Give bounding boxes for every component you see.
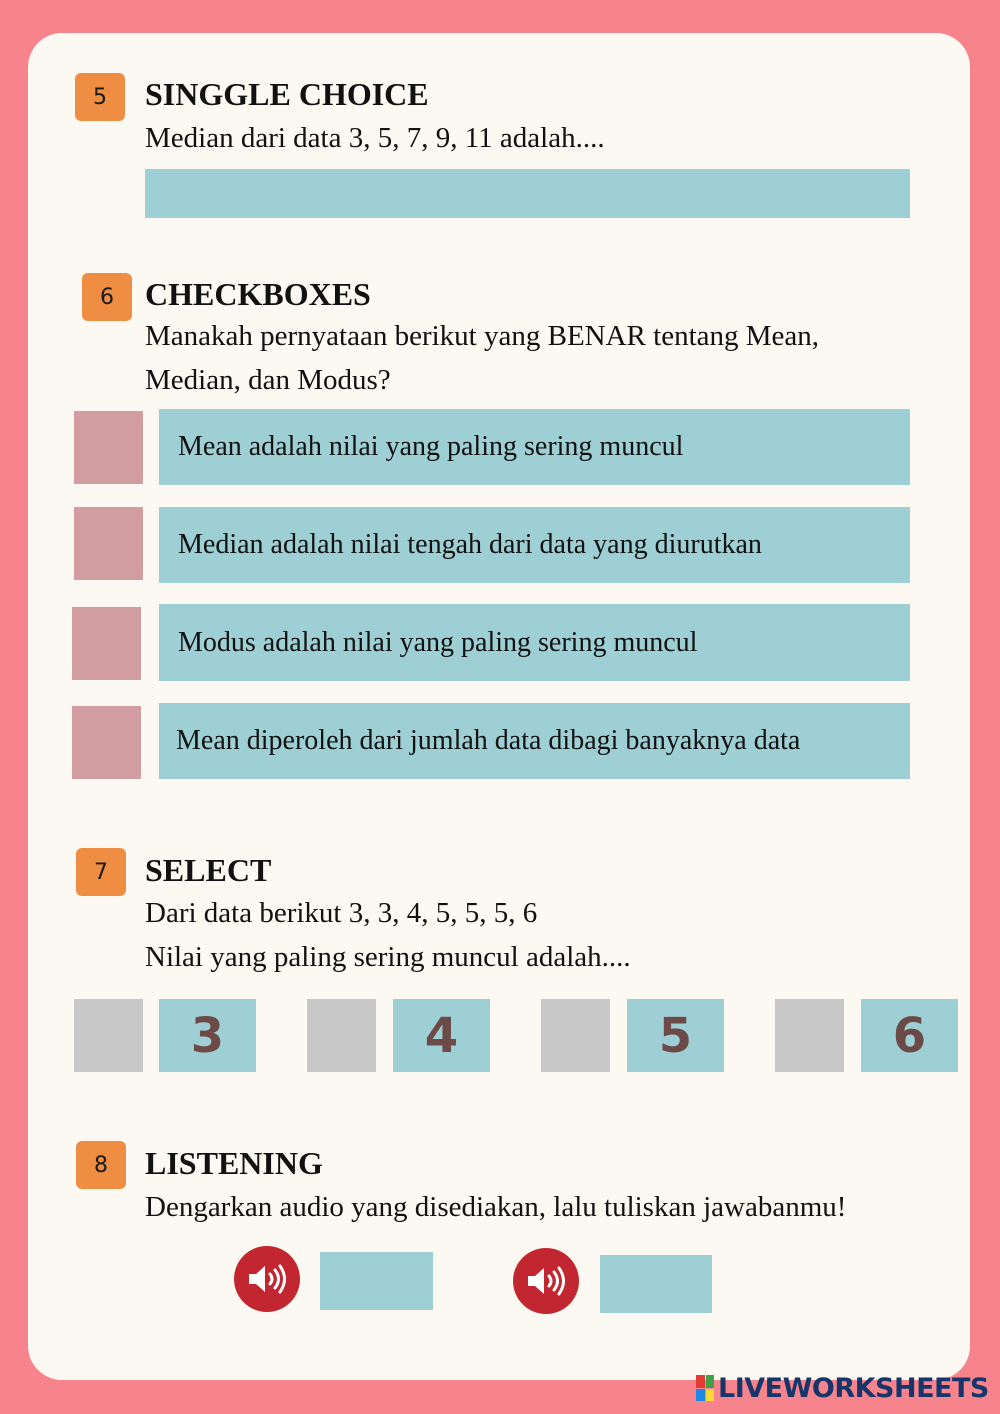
checkbox-option-label[interactable]: Median adalah nilai tengah dari data yang diurutkan — [159, 507, 910, 583]
question-prompt-line2: Median, dan Modus? — [145, 364, 391, 396]
liveworksheets-brand[interactable] — [696, 1370, 989, 1406]
question-number-badge: 6 — [82, 273, 132, 321]
listening-answer-field-2[interactable] — [600, 1255, 712, 1313]
select-box-3[interactable] — [541, 999, 610, 1072]
listening-answer-field-1[interactable] — [320, 1252, 433, 1310]
question-prompt-line1: Manakah pernyataan berikut yang BENAR tentang Mean, — [145, 320, 820, 352]
audio-play-button[interactable] — [234, 1246, 300, 1312]
question-prompt-line1: Dari data berikut 3, 3, 4, 5, 5, 5, 6 — [145, 897, 538, 929]
question-number-badge: 7 — [76, 848, 126, 896]
checkbox-option-2[interactable] — [74, 507, 143, 580]
select-choice[interactable]: 6 — [861, 999, 958, 1072]
checkbox-option-label[interactable]: Mean adalah nilai yang paling sering muncul — [159, 409, 910, 485]
checkbox-option-label[interactable]: Modus adalah nilai yang paling sering muncul — [159, 604, 910, 681]
audio-play-button[interactable] — [513, 1248, 579, 1314]
select-box-2[interactable] — [307, 999, 376, 1072]
select-choice[interactable]: 3 — [159, 999, 256, 1072]
question-title: CHECKBOXES — [145, 276, 371, 312]
question-prompt-line2: Nilai yang paling sering muncul adalah.... — [145, 941, 631, 973]
question-title: SELECT — [145, 852, 272, 888]
question-number-badge: 5 — [75, 73, 125, 121]
speaker-icon — [525, 1265, 567, 1297]
question-prompt: Dengarkan audio yang disediakan, lalu tuliskan jawabanmu! — [145, 1191, 847, 1223]
select-box-4[interactable] — [775, 999, 844, 1072]
select-choice[interactable]: 5 — [627, 999, 724, 1072]
checkbox-option-3[interactable] — [72, 607, 141, 680]
question-title: LISTENING — [145, 1145, 323, 1181]
select-choice[interactable]: 4 — [393, 999, 490, 1072]
liveworksheets-logo-icon — [696, 1375, 714, 1401]
question-prompt: Median dari data 3, 5, 7, 9, 11 adalah.... — [145, 122, 605, 154]
checkbox-option-4[interactable] — [72, 706, 141, 779]
select-box-1[interactable] — [74, 999, 143, 1072]
question-title: SINGGLE CHOICE — [145, 76, 429, 112]
answer-field[interactable] — [145, 169, 910, 218]
checkbox-option-label[interactable]: Mean diperoleh dari jumlah data dibagi banyaknya data — [159, 703, 910, 779]
brand-name: LIVEWORKSHEETS — [718, 1372, 989, 1404]
checkbox-option-1[interactable] — [74, 411, 143, 484]
speaker-icon — [246, 1263, 288, 1295]
question-number-badge: 8 — [76, 1141, 126, 1189]
